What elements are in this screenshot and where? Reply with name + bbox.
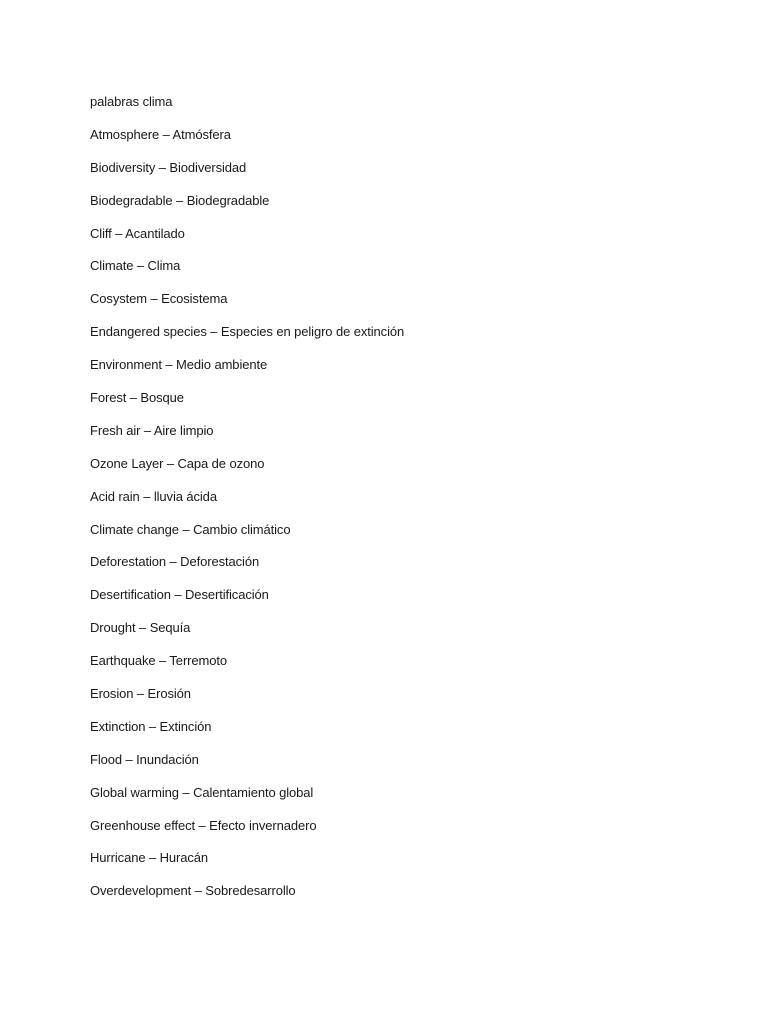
vocab-entry: Cliff – Acantilado	[90, 225, 185, 241]
vocab-entry: Environment – Medio ambiente	[90, 357, 268, 373]
vocab-entry: Atmosphere – Atmósfera	[90, 126, 231, 142]
vocab-entry: Climate change – Cambio climático	[90, 521, 291, 537]
vocab-entry: Drought – Sequía	[90, 620, 191, 636]
vocab-entry: Greenhouse effect – Efecto invernadero	[90, 817, 317, 833]
vocab-entry: Extinction – Extinción	[90, 718, 212, 734]
vocab-entry: Ozone Layer – Capa de ozono	[90, 455, 265, 471]
vocab-entry: Overdevelopment – Sobredesarrollo	[90, 883, 296, 899]
vocab-entry: Biodegradable – Biodegradable	[90, 192, 270, 208]
document-title: palabras clima	[90, 94, 173, 109]
vocab-entry: Deforestation – Deforestación	[90, 554, 260, 570]
vocab-entry: Cosystem – Ecosistema	[90, 291, 228, 307]
vocab-entry: Endangered species – Especies en peligro de extinción	[90, 324, 405, 340]
vocab-entry: Fresh air – Aire limpio	[90, 422, 214, 438]
vocab-entry: Forest – Bosque	[90, 390, 184, 406]
vocab-entry: Flood – Inundación	[90, 751, 199, 767]
vocab-entry: Desertification – Desertificación	[90, 587, 269, 603]
vocab-entry: Hurricane – Huracán	[90, 850, 209, 866]
vocab-entry: Biodiversity – Biodiversidad	[90, 159, 247, 175]
vocab-entry: Erosion – Erosión	[90, 686, 191, 702]
vocab-entry: Earthquake – Terremoto	[90, 653, 228, 669]
vocab-entry: Climate – Clima	[90, 258, 181, 274]
document-body	[90, 92, 730, 914]
vocab-entry: Global warming – Calentamiento global	[90, 784, 314, 800]
vocab-entry: Acid rain – lluvia ácida	[90, 488, 217, 504]
